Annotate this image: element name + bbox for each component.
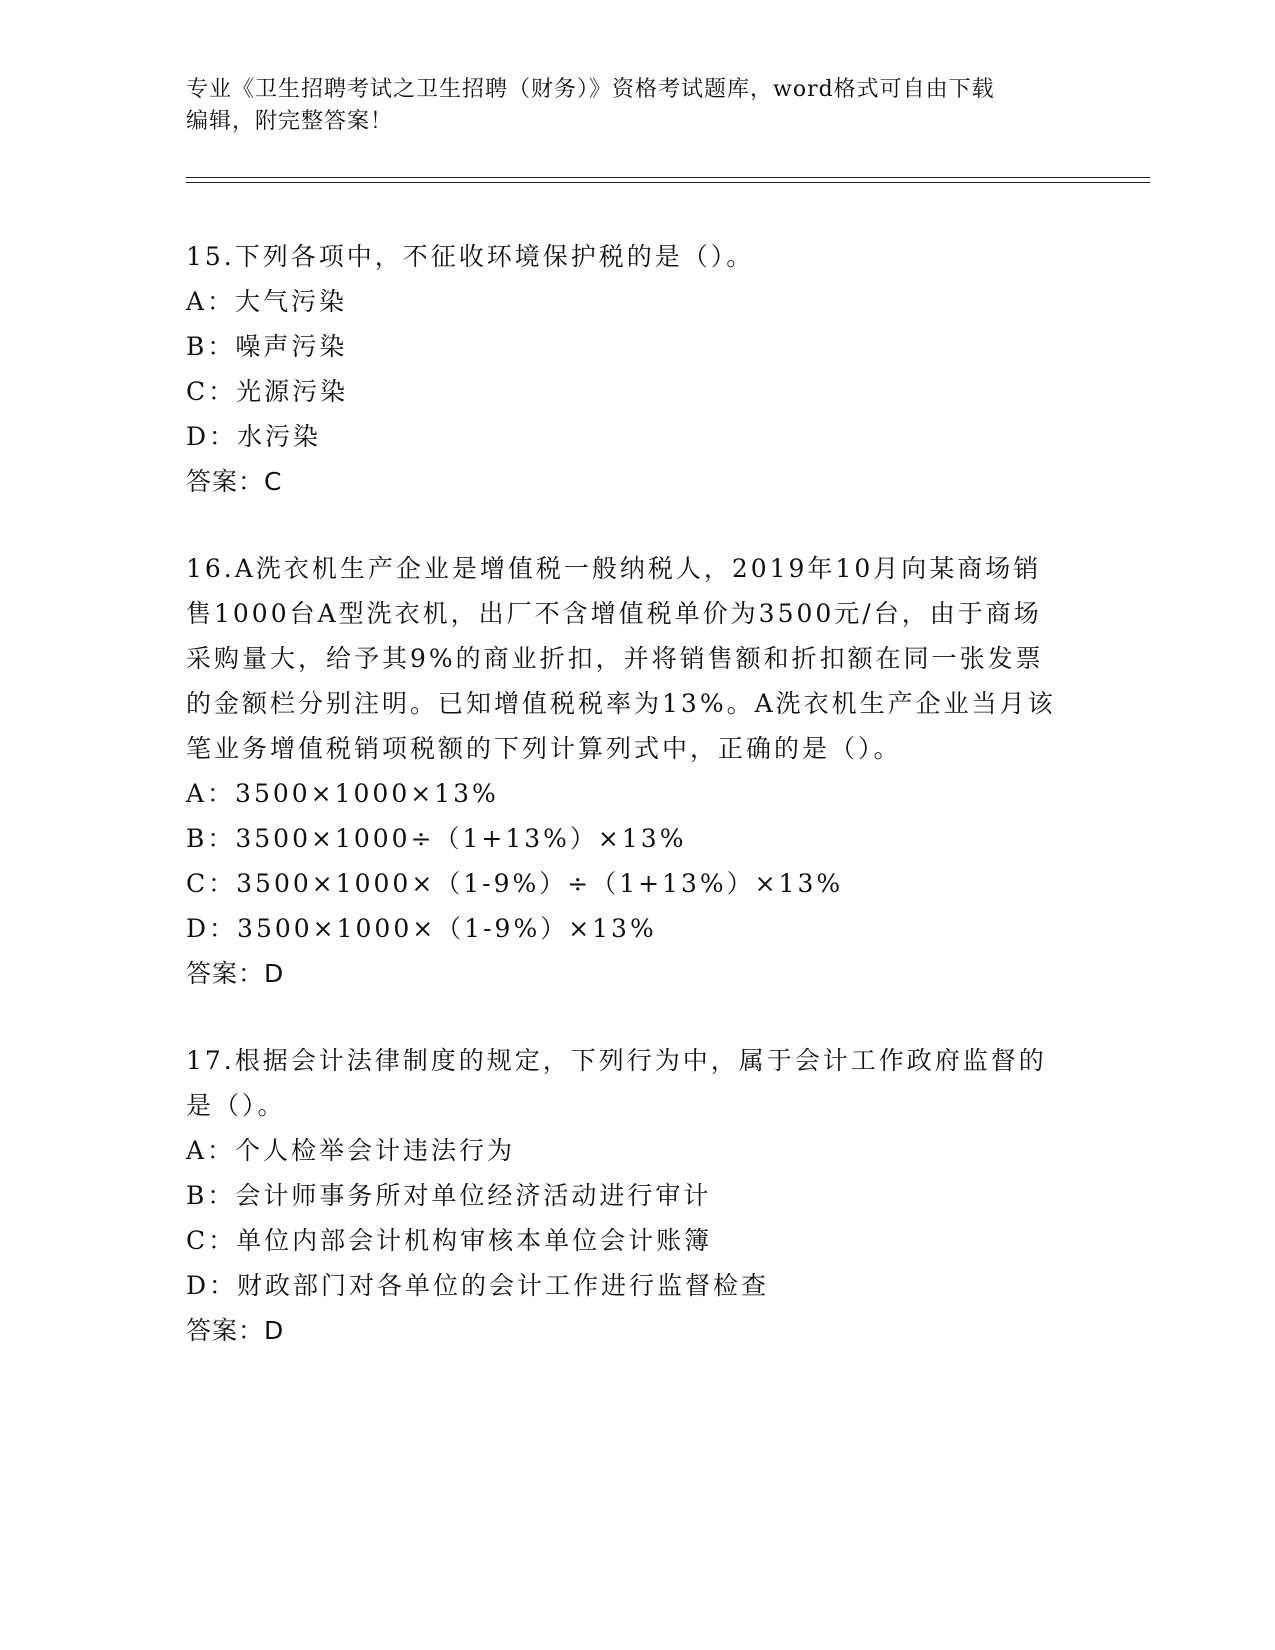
question-list [186, 234, 1086, 1395]
question-stem-line-4: 的金额栏分别注明。已知增值税税率为13%。A洗衣机生产企业当月该 [186, 689, 1056, 718]
option-a: A：个人检举会计违法行为 [186, 1136, 516, 1165]
header-line-2: 编辑，附完整答案！ [186, 109, 394, 134]
question-15 [186, 234, 1086, 504]
option-b: B：噪声污染 [186, 332, 348, 361]
answer-line: 答案：D [186, 1316, 285, 1345]
option-c: C：光源污染 [186, 377, 349, 406]
option-b: B：会计师事务所对单位经济活动进行审计 [186, 1181, 712, 1210]
answer-line: 答案：D [186, 959, 285, 988]
option-d: D：3500×1000×（1-9%）×13% [186, 914, 657, 943]
question-17 [186, 1038, 1086, 1353]
question-stem-line-2: 售1000台A型洗衣机，出厂不含增值税单价为3500元/台，由于商场 [186, 599, 1042, 628]
question-stem-line-5: 笔业务增值税销项税额的下列计算列式中，正确的是（）。 [186, 734, 902, 763]
question-16 [186, 546, 1086, 996]
answer-line: 答案：C [186, 467, 283, 496]
option-c: C：3500×1000×（1-9%）÷（1+13%）×13% [186, 869, 844, 898]
option-a: A：大气污染 [186, 287, 348, 316]
option-b: B：3500×1000÷（1+13%）×13% [186, 824, 687, 853]
option-d: D：财政部门对各单位的会计工作进行监督检查 [186, 1271, 770, 1300]
header-line-1: 专业《卫生招聘考试之卫生招聘（财务）》资格考试题库，word格式可自由下载 [186, 77, 995, 102]
header-divider [186, 177, 1150, 183]
question-stem-line-2: 是（）。 [186, 1091, 286, 1120]
option-d: D：水污染 [186, 422, 322, 451]
option-c: C：单位内部会计机构审核本单位会计账簿 [186, 1226, 713, 1255]
question-stem-line-3: 采购量大，给予其9%的商业折扣，并将销售额和折扣额在同一张发票 [186, 644, 1044, 673]
option-a: A：3500×1000×13% [186, 779, 499, 808]
question-stem: 15.下列各项中，不征收环境保护税的是（）。 [186, 242, 755, 271]
question-stem-line-1: 16.A洗衣机生产企业是增值税一般纳税人，2019年10月向某商场销 [186, 554, 1042, 583]
document-header [186, 74, 1066, 138]
question-stem-line-1: 17.根据会计法律制度的规定，下列行为中，属于会计工作政府监督的 [186, 1046, 1047, 1075]
